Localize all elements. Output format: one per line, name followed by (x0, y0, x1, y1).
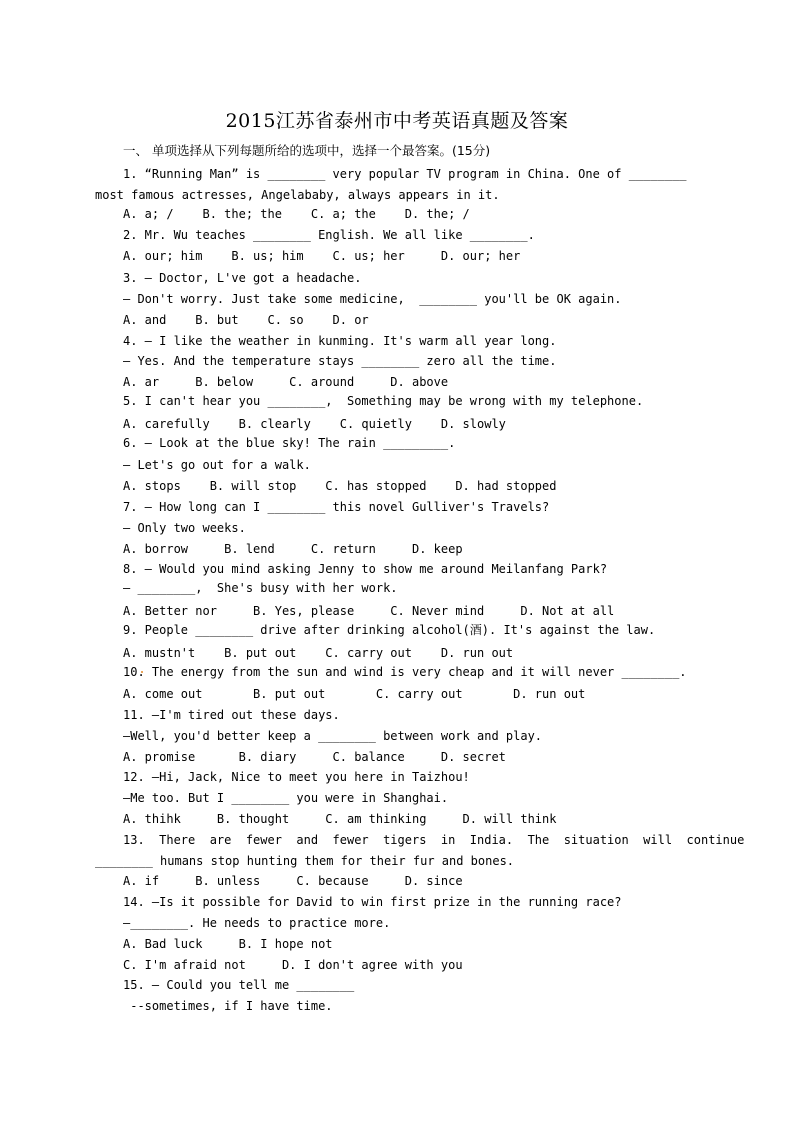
page-title: 2015江苏省泰州市中考英语真题及答案 (225, 110, 569, 132)
question-line: — Yes. And the temperature stays ________ zero all the time. (123, 354, 557, 368)
option-line: A. stops B. will stop C. has stopped D. had stopped (123, 479, 557, 493)
question-line: 1. “Running Man” is ________ very popular TV program in China. One of ________ (123, 167, 687, 181)
question-line: 10. The energy from the sun and wind is very cheap and it will never ________. (123, 665, 687, 679)
question-line: 13. There are fewer and fewer tigers in India. The situation will continue (123, 833, 745, 847)
question-line: —Well, you'd better keep a ________ between work and play. (123, 729, 543, 743)
option-line: A. ar B. below C. around D. above (123, 375, 449, 389)
question-line: 4. — I like the weather in kunming. It's warm all year long. (123, 334, 557, 348)
question-line: 15. — Could you tell me ________ (123, 978, 355, 992)
option-line: A. our; him B. us; him C. us; her D. our; her (123, 249, 521, 263)
option-line: A. mustn't B. put out C. carry out D. run out (123, 646, 514, 660)
question-line: — Don't worry. Just take some medicine, ________ you'll be OK again. (123, 292, 622, 306)
option-line: A. thihk B. thought C. am thinking D. will think (123, 812, 557, 826)
question-line: 14. —Is it possible for David to win first prize in the running race? (123, 895, 622, 909)
question-line: 3. — Doctor, L've got a headache. (123, 271, 362, 285)
option-line: C. I'm afraid not D. I don't agree with you (123, 958, 463, 972)
question-line: 5. I can't hear you ________, Something may be wrong with my telephone. (123, 394, 644, 408)
question-line: most famous actresses, Angelababy, always appears in it. (95, 188, 500, 202)
question-line: — Only two weeks. (123, 521, 246, 535)
question-line: 8. — Would you mind asking Jenny to show me around Meilanfang Park? (123, 562, 608, 576)
option-line: A. come out B. put out C. carry out D. run out (123, 687, 586, 701)
question-line: —________. He needs to practice more. (123, 916, 391, 930)
question-line: 11. —I'm tired out these days. (123, 708, 340, 722)
question-line: 9. People ________ drive after drinking alcohol(酒). It's against the law. (123, 623, 656, 637)
question-line: — ________, She's busy with her work. (123, 581, 398, 595)
question-line: --sometimes, if I have time. (123, 999, 333, 1013)
option-line: A. and B. but C. so D. or (123, 313, 369, 327)
option-line: A. if B. unless C. because D. since (123, 874, 463, 888)
option-line: A. borrow B. lend C. return D. keep (123, 542, 463, 556)
option-line: A. a; / B. the; the C. a; the D. the; / (123, 207, 470, 221)
question-line: —Me too. But I ________ you were in Shanghai. (123, 791, 449, 805)
option-line: A. Better nor B. Yes, please C. Never mind D. Not at all (123, 604, 615, 618)
option-line: A. Bad luck B. I hope not (123, 937, 333, 951)
question-line: ________ humans stop hunting them for their fur and bones. (95, 854, 515, 868)
option-line: A. carefully B. clearly C. quietly D. slowly (123, 417, 506, 431)
question-line: — Let's go out for a walk. (123, 458, 311, 472)
option-line: A. promise B. diary C. balance D. secret (123, 750, 506, 764)
question-line: 6. — Look at the blue sky! The rain _________. (123, 436, 456, 450)
question-line: 12. —Hi, Jack, Nice to meet you here in Taizhou! (123, 770, 470, 784)
question-line: 7. — How long can I ________ this novel Gulliver's Travels? (123, 500, 550, 514)
question-line: 2. Mr. Wu teaches ________ English. We all like ________. (123, 228, 535, 242)
section-heading: 一、 单项选择从下列每题所给的选项中，选择一个最答案。(15分) (123, 143, 491, 158)
